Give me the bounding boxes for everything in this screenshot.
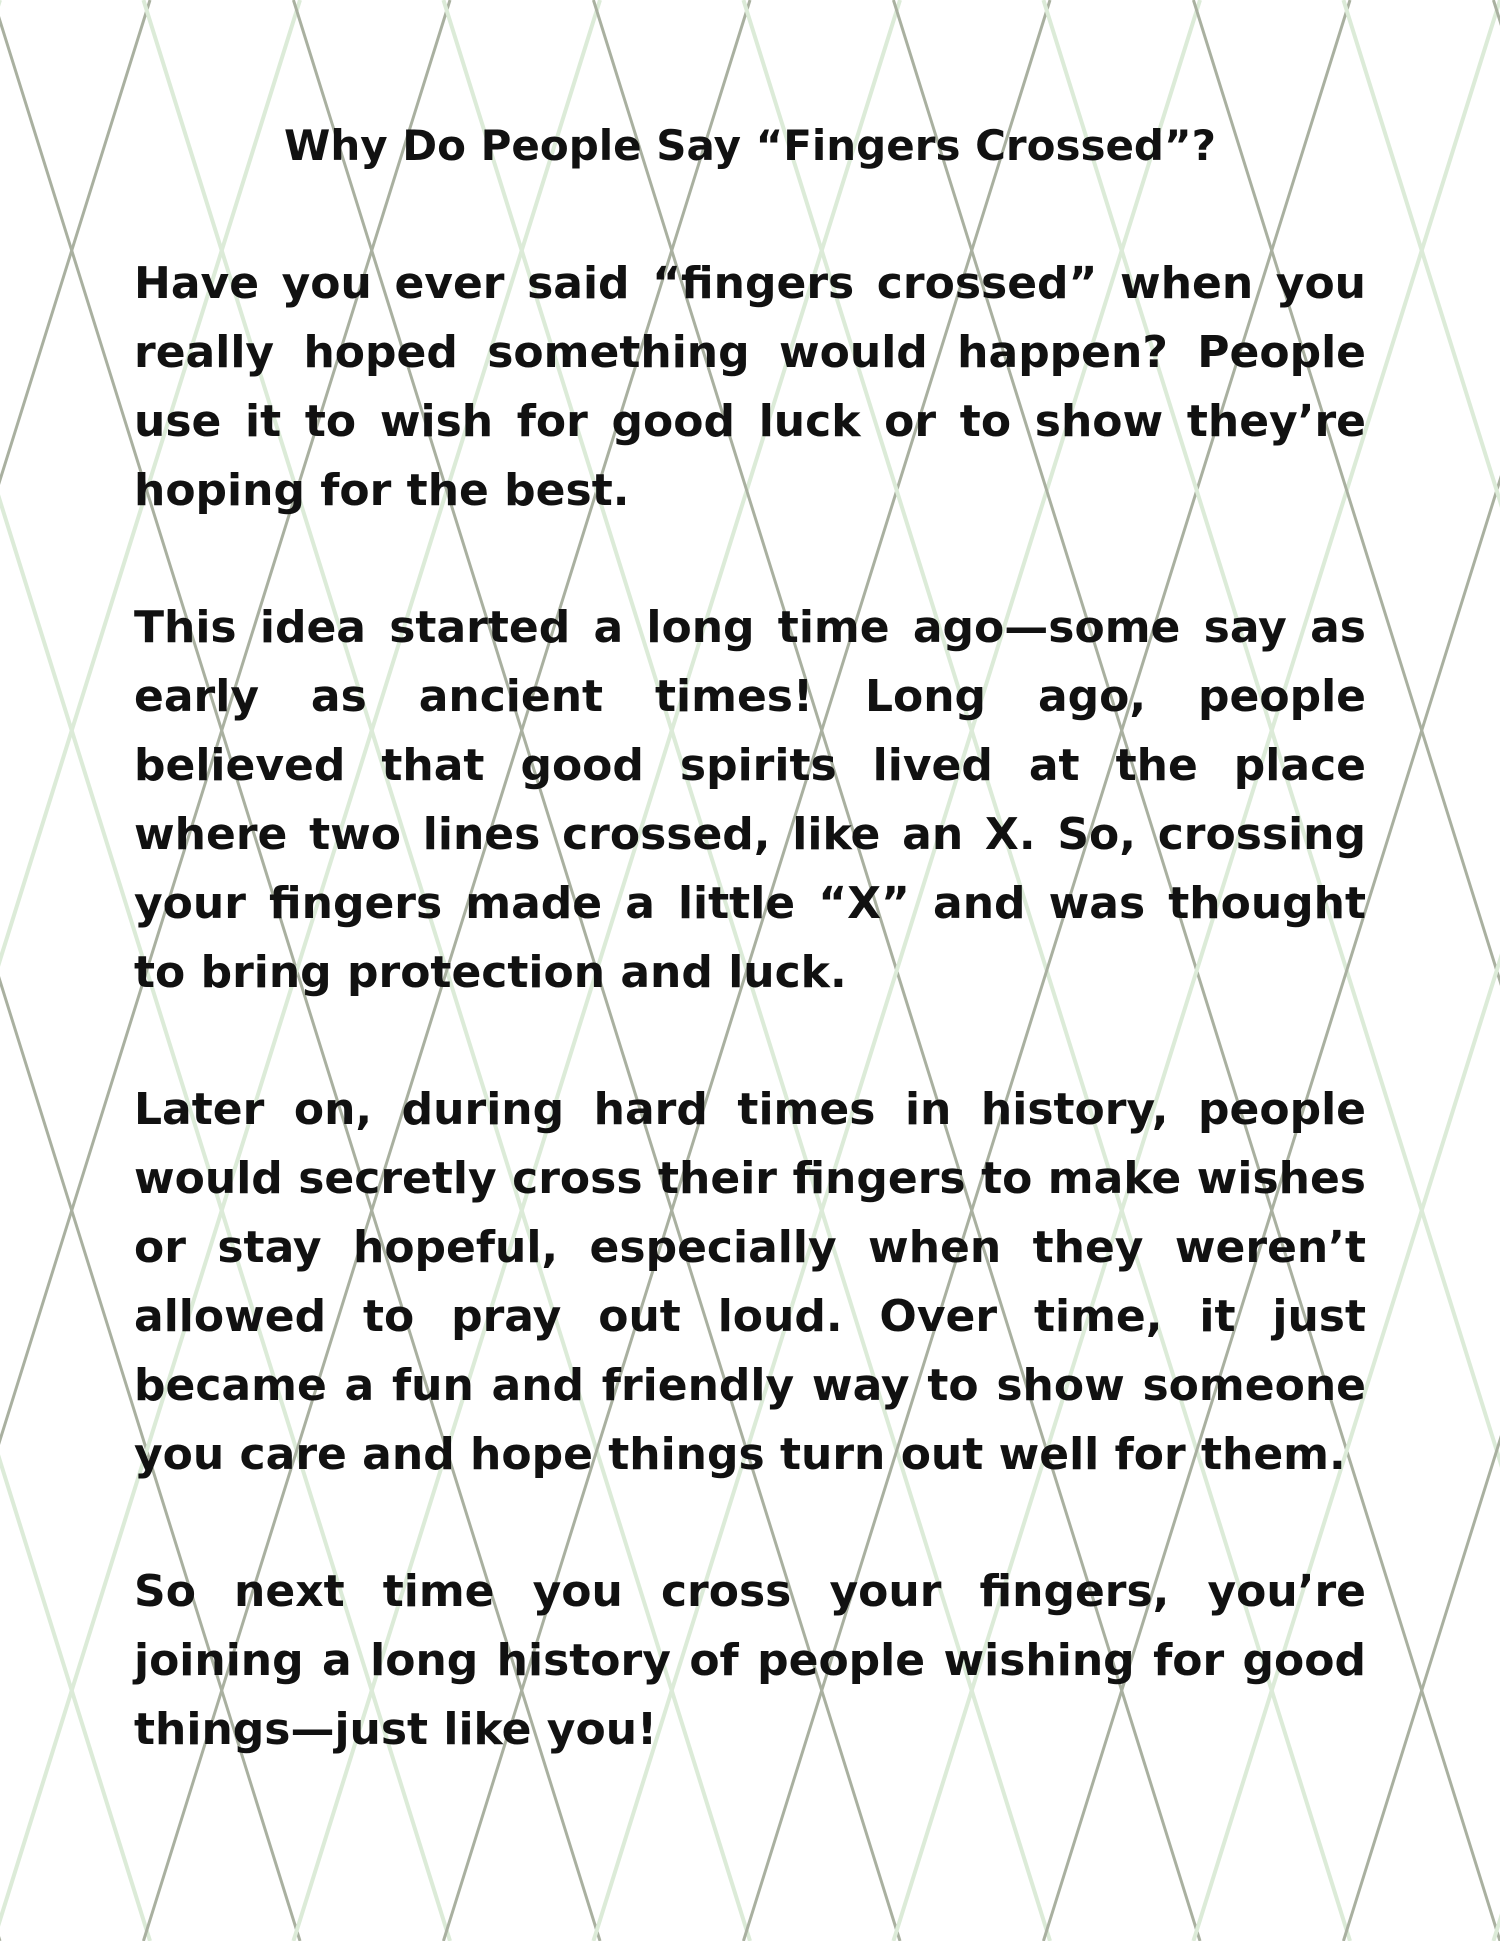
paragraph-conclusion: So next time you cross your fingers, you’re joining a long history of people wishing for good things—just like you! bbox=[134, 1566, 1366, 1755]
page-title: Why Do People Say “Fingers Crossed”? bbox=[284, 121, 1216, 170]
paragraph-intro: Have you ever said “fingers crossed” when you really hoped something would happen? People use it to wish for good luck or to show they’re hoping for the best. bbox=[134, 258, 1366, 516]
paragraph-history: Later on, during hard times in history, people would secretly cross their fingers to make wishes or stay hopeful, especially when they weren’t allowed to pray out loud. Over time, it just became a fun and friendly way to show someone you care and hope things turn out well for them. bbox=[134, 1084, 1366, 1480]
paragraph-origin: This idea started a long time ago—some say as early as ancient times! Long ago, people believed that good spirits lived at the place where two lines crossed, like an X. So, crossing your fingers made a little “X” and was thought to bring protection and luck. bbox=[134, 602, 1366, 998]
